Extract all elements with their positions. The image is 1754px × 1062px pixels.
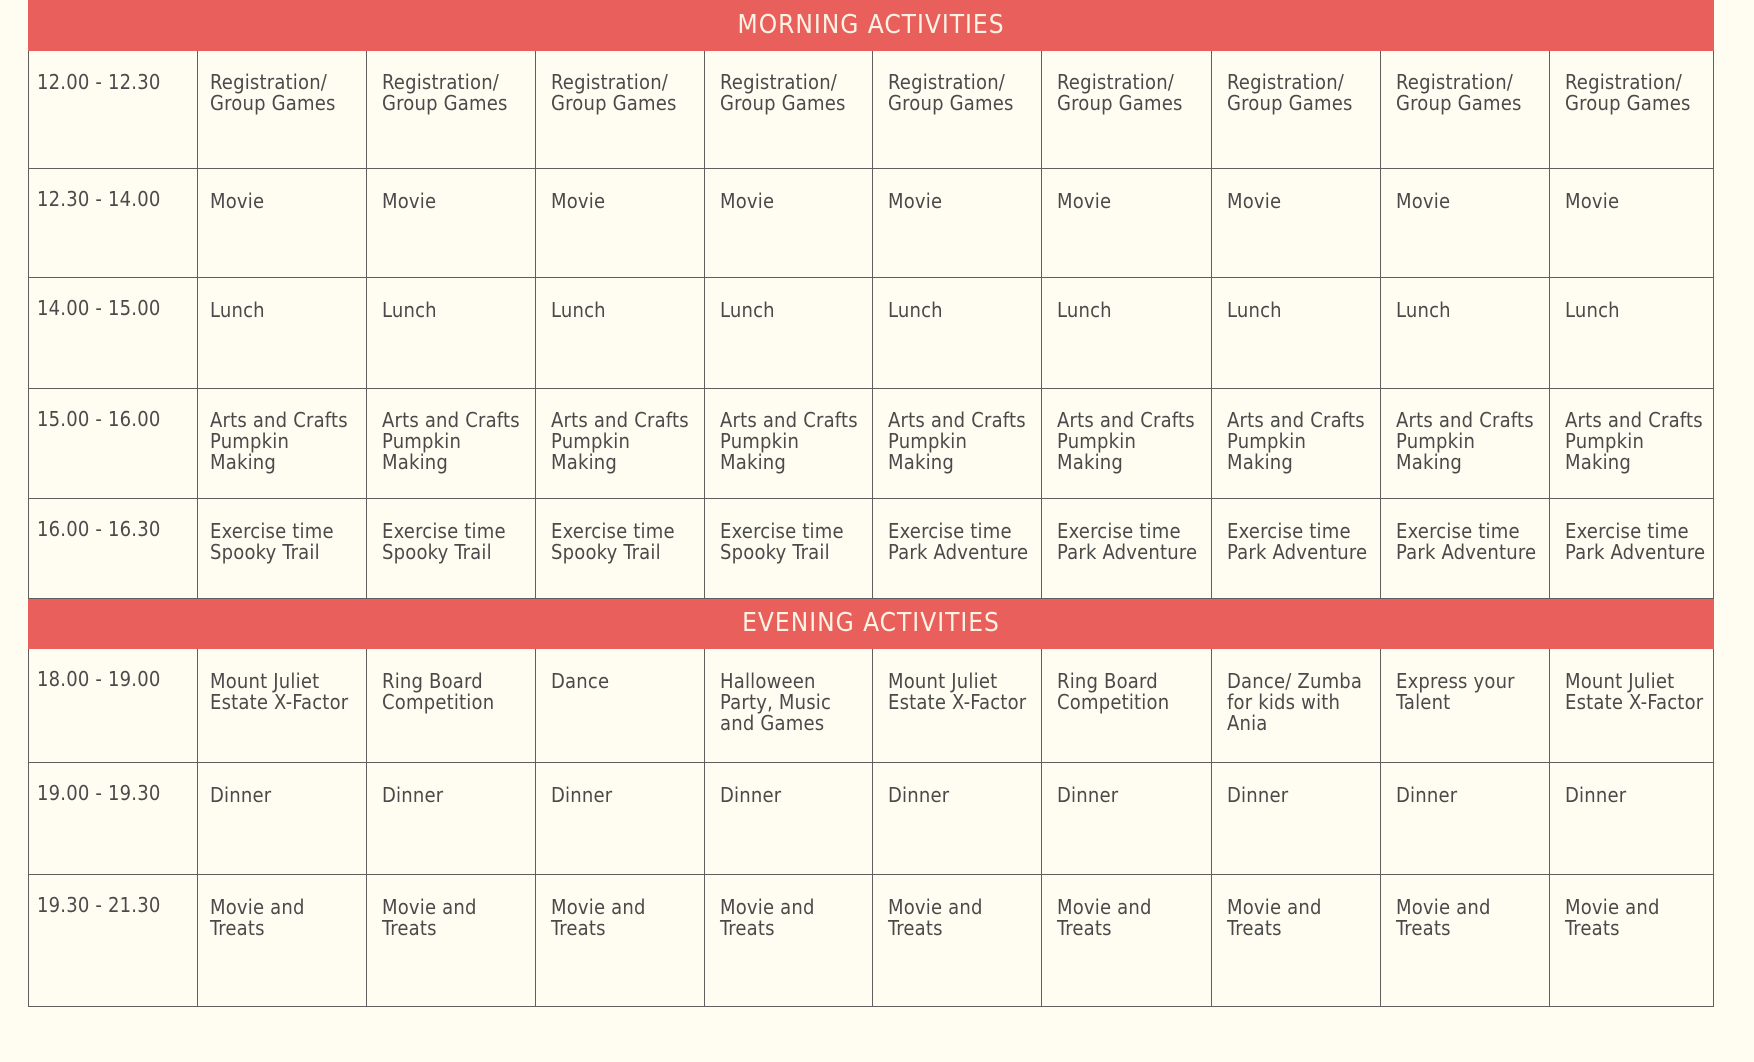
activity-cell	[1381, 169, 1550, 278]
activity-text-line: Spooky Trail	[720, 540, 830, 564]
activity-cell	[873, 389, 1042, 499]
activity-text-line: Ring Board	[382, 669, 483, 693]
activity-text-line: Party, Music	[720, 690, 832, 714]
activity-cell	[1042, 649, 1212, 763]
activity-text-line: Group Games	[1057, 91, 1183, 115]
activity-cell	[1212, 875, 1381, 1007]
activity-text-line: Mount Juliet	[888, 669, 998, 693]
activity-cell	[198, 499, 367, 599]
activity-text-line: Dinner	[551, 783, 613, 807]
activity-cell	[873, 649, 1042, 763]
activity-text-line: Group Games	[382, 91, 508, 115]
activity-cell	[198, 763, 367, 875]
activity-text-line: Movie	[382, 189, 437, 213]
activity-text-line: Park Adventure	[1396, 540, 1537, 564]
activity-cell	[536, 278, 705, 389]
activity-text-line: Spooky Trail	[551, 540, 661, 564]
activity-cell	[198, 649, 367, 763]
activity-text-line: Pumpkin	[1396, 429, 1476, 453]
time-slot: 12.00 - 12.30	[29, 51, 198, 169]
activity-text-line: Arts and Crafts	[1565, 408, 1703, 432]
activity-cell	[367, 389, 536, 499]
activity-cell	[1212, 499, 1381, 599]
activity-text-line: Mount Juliet	[1565, 669, 1675, 693]
activity-text-line: Movie	[1565, 189, 1620, 213]
activity-text-line: Movie and	[210, 895, 305, 919]
activity-text-line: Arts and Crafts	[1227, 408, 1365, 432]
activity-cell	[367, 51, 536, 169]
activity-text-line: Pumpkin	[720, 429, 800, 453]
activity-text-line: Pumpkin	[1227, 429, 1307, 453]
activity-text-line: Exercise time	[1057, 519, 1181, 543]
activity-text-line: Spooky Trail	[382, 540, 492, 564]
time-slot: 16.00 - 16.30	[29, 499, 198, 599]
schedule-row	[29, 649, 1714, 763]
activity-text-line: Making	[1227, 450, 1294, 474]
activity-text-line: Movie and	[1396, 895, 1491, 919]
activity-text-line: Arts and Crafts	[720, 408, 858, 432]
activity-text-line: Movie	[210, 189, 265, 213]
activity-text-line: Exercise time	[888, 519, 1012, 543]
activity-text-line: Making	[1057, 450, 1124, 474]
activity-text-line: Estate X-Factor	[888, 690, 1027, 714]
activity-text-line: Group Games	[1565, 91, 1691, 115]
activity-text-line: Arts and Crafts	[888, 408, 1026, 432]
activity-cell	[198, 389, 367, 499]
activity-text-line: Park Adventure	[1565, 540, 1706, 564]
activity-text-line: Movie and	[551, 895, 646, 919]
schedule-row	[29, 499, 1714, 599]
activity-cell	[1550, 649, 1714, 763]
morning-section-header-row	[29, 1, 1714, 51]
activity-text-line: Exercise time	[551, 519, 675, 543]
activity-text-line: Pumpkin	[888, 429, 968, 453]
activity-cell	[367, 499, 536, 599]
activity-cell	[705, 169, 873, 278]
activity-text-line: Treats	[720, 916, 775, 940]
activity-cell	[536, 649, 705, 763]
activity-text-line: and Games	[720, 711, 825, 735]
activity-text-line: Movie	[888, 189, 943, 213]
activity-cell	[1042, 875, 1212, 1007]
activity-text-line: Ania	[1227, 711, 1268, 735]
activity-cell	[873, 169, 1042, 278]
activity-text-line: for kids with	[1227, 690, 1341, 714]
time-slot: 15.00 - 16.00	[29, 389, 198, 499]
activity-text-line: Group Games	[551, 91, 677, 115]
activity-text-line: Group Games	[210, 91, 336, 115]
activity-text-line: Registration/	[888, 70, 1006, 94]
activity-cell	[1550, 278, 1714, 389]
time-slot: 18.00 - 19.00	[29, 649, 198, 763]
activity-text-line: Exercise time	[382, 519, 506, 543]
activity-text-line: Movie	[1396, 189, 1451, 213]
activity-text-line: Making	[888, 450, 955, 474]
activity-text-line: Estate X-Factor	[210, 690, 349, 714]
activity-cell	[705, 389, 873, 499]
schedule-row	[29, 389, 1714, 499]
activity-text-line: Arts and Crafts	[551, 408, 689, 432]
activity-cell	[1042, 51, 1212, 169]
schedule-row	[29, 278, 1714, 389]
activity-text-line: Registration/	[1396, 70, 1514, 94]
time-slot: 19.00 - 19.30	[29, 763, 198, 875]
activity-cell	[873, 499, 1042, 599]
activity-text-line: Lunch	[1227, 298, 1282, 322]
activity-cell	[1212, 278, 1381, 389]
activity-text-line: Registration/	[551, 70, 669, 94]
activity-cell	[536, 51, 705, 169]
activity-text-line: Dinner	[1396, 783, 1458, 807]
activity-text-line: Movie and	[1565, 895, 1660, 919]
activity-cell	[1550, 389, 1714, 499]
activity-text-line: Movie and	[1057, 895, 1152, 919]
activity-text-line: Dinner	[1057, 783, 1119, 807]
activity-cell	[367, 649, 536, 763]
activity-text-line: Spooky Trail	[210, 540, 320, 564]
activity-text-line: Dinner	[210, 783, 272, 807]
activity-text-line: Exercise time	[1565, 519, 1689, 543]
activity-text-line: Exercise time	[1227, 519, 1351, 543]
schedule-row	[29, 51, 1714, 169]
activity-text-line: Lunch	[1057, 298, 1112, 322]
activity-text-line: Express your	[1396, 669, 1515, 693]
activity-text-line: Halloween	[720, 669, 816, 693]
activity-text-line: Park Adventure	[1057, 540, 1198, 564]
activity-text-line: Arts and Crafts	[1057, 408, 1195, 432]
activity-cell	[1212, 389, 1381, 499]
activity-cell	[1042, 499, 1212, 599]
activity-cell	[1381, 51, 1550, 169]
activity-text-line: Movie	[720, 189, 775, 213]
activity-text-line: Dance	[551, 669, 610, 693]
activity-text-line: Group Games	[1227, 91, 1353, 115]
activity-cell	[1381, 875, 1550, 1007]
activity-cell	[1212, 649, 1381, 763]
activity-cell	[1042, 169, 1212, 278]
activity-text-line: Pumpkin	[1057, 429, 1137, 453]
activity-cell	[1550, 169, 1714, 278]
activity-text-line: Treats	[1057, 916, 1112, 940]
activity-cell	[705, 763, 873, 875]
activity-text-line: Exercise time	[1396, 519, 1520, 543]
activity-cell	[1381, 389, 1550, 499]
time-slot: 19.30 - 21.30	[29, 875, 198, 1007]
activity-cell	[1212, 51, 1381, 169]
activity-text-line: Making	[1396, 450, 1463, 474]
activity-cell	[536, 499, 705, 599]
schedule-row	[29, 875, 1714, 1007]
activity-cell	[198, 278, 367, 389]
activity-cell	[198, 875, 367, 1007]
activity-text-line: Making	[382, 450, 449, 474]
activity-cell	[705, 875, 873, 1007]
activity-text-line: Treats	[1227, 916, 1282, 940]
activity-text-line: Group Games	[1396, 91, 1522, 115]
activity-cell	[1381, 499, 1550, 599]
activity-cell	[1550, 51, 1714, 169]
activity-text-line: Pumpkin	[551, 429, 631, 453]
activity-cell	[1381, 763, 1550, 875]
activity-cell	[367, 278, 536, 389]
activity-text-line: Movie and	[1227, 895, 1322, 919]
activity-text-line: Making	[720, 450, 787, 474]
activity-cell	[705, 278, 873, 389]
activity-text-line: Registration/	[1565, 70, 1683, 94]
activity-cell	[1042, 278, 1212, 389]
activity-text-line: Ring Board	[1057, 669, 1158, 693]
activity-cell	[705, 51, 873, 169]
activity-text-line: Exercise time	[210, 519, 334, 543]
activity-cell	[198, 51, 367, 169]
activity-cell	[536, 875, 705, 1007]
activity-text-line: Pumpkin	[382, 429, 462, 453]
activity-text-line: Group Games	[888, 91, 1014, 115]
activity-text-line: Dinner	[888, 783, 950, 807]
activity-text-line: Movie	[1227, 189, 1282, 213]
activity-cell	[1550, 763, 1714, 875]
activity-text-line: Dinner	[1565, 783, 1627, 807]
evening-section-header-row	[29, 599, 1714, 649]
activity-cell	[367, 169, 536, 278]
activity-text-line: Estate X-Factor	[1565, 690, 1704, 714]
activity-text-line: Registration/	[1227, 70, 1345, 94]
activity-text-line: Pumpkin	[210, 429, 290, 453]
activity-cell	[367, 875, 536, 1007]
activity-cell	[1381, 649, 1550, 763]
activity-cell	[1212, 169, 1381, 278]
activity-cell	[367, 763, 536, 875]
activity-cell	[1381, 278, 1550, 389]
activity-text-line: Making	[551, 450, 618, 474]
activity-text-line: Dinner	[1227, 783, 1289, 807]
activity-text-line: Lunch	[551, 298, 606, 322]
activity-text-line: Movie and	[720, 895, 815, 919]
activity-schedule-table	[28, 0, 1714, 1007]
activity-cell	[536, 169, 705, 278]
activity-text-line: Registration/	[1057, 70, 1175, 94]
activity-text-line: Lunch	[210, 298, 265, 322]
activity-text-line: Registration/	[210, 70, 328, 94]
activity-text-line: Movie	[1057, 189, 1112, 213]
activity-text-line: Treats	[551, 916, 606, 940]
time-slot: 14.00 - 15.00	[29, 278, 198, 389]
activity-text-line: Pumpkin	[1565, 429, 1645, 453]
activity-text-line: Mount Juliet	[210, 669, 320, 693]
activity-text-line: Competition	[382, 690, 495, 714]
activity-text-line: Dance/ Zumba	[1227, 669, 1363, 693]
activity-text-line: Treats	[1396, 916, 1451, 940]
activity-text-line: Park Adventure	[1227, 540, 1368, 564]
schedule-row	[29, 763, 1714, 875]
activity-text-line: Making	[210, 450, 277, 474]
activity-text-line: Registration/	[720, 70, 838, 94]
activity-text-line: Registration/	[382, 70, 500, 94]
activity-cell	[1042, 763, 1212, 875]
activity-text-line: Talent	[1396, 690, 1451, 714]
activity-text-line: Exercise time	[720, 519, 844, 543]
activity-text-line: Lunch	[382, 298, 437, 322]
activity-text-line: Treats	[382, 916, 437, 940]
activity-text-line: Arts and Crafts	[210, 408, 348, 432]
activity-text-line: Competition	[1057, 690, 1170, 714]
activity-text-line: Treats	[210, 916, 265, 940]
activity-cell	[873, 278, 1042, 389]
activity-text-line: Park Adventure	[888, 540, 1029, 564]
activity-text-line: Treats	[888, 916, 943, 940]
activity-cell	[1550, 499, 1714, 599]
activity-text-line: Arts and Crafts	[1396, 408, 1534, 432]
activity-text-line: Group Games	[720, 91, 846, 115]
activity-cell	[873, 875, 1042, 1007]
activity-text-line: Movie	[551, 189, 606, 213]
activity-cell	[1042, 389, 1212, 499]
activity-cell	[1212, 763, 1381, 875]
activity-cell	[198, 169, 367, 278]
activity-cell	[873, 763, 1042, 875]
activity-text-line: Lunch	[888, 298, 943, 322]
activity-text-line: Lunch	[1396, 298, 1451, 322]
activity-text-line: Movie and	[382, 895, 477, 919]
evening-section-title: EVENING ACTIVITIES	[29, 599, 1714, 649]
activity-cell	[705, 499, 873, 599]
activity-text-line: Treats	[1565, 916, 1620, 940]
activity-text-line: Movie and	[888, 895, 983, 919]
activity-cell	[536, 763, 705, 875]
morning-section-title: MORNING ACTIVITIES	[29, 1, 1714, 51]
activity-cell	[705, 649, 873, 763]
activity-text-line: Dinner	[382, 783, 444, 807]
activity-text-line: Lunch	[1565, 298, 1620, 322]
activity-text-line: Dinner	[720, 783, 782, 807]
activity-text-line: Making	[1565, 450, 1632, 474]
activity-text-line: Lunch	[720, 298, 775, 322]
schedule-row	[29, 169, 1714, 278]
time-slot: 12.30 - 14.00	[29, 169, 198, 278]
activity-cell	[536, 389, 705, 499]
activity-cell	[873, 51, 1042, 169]
activity-cell	[1550, 875, 1714, 1007]
activity-text-line: Arts and Crafts	[382, 408, 520, 432]
